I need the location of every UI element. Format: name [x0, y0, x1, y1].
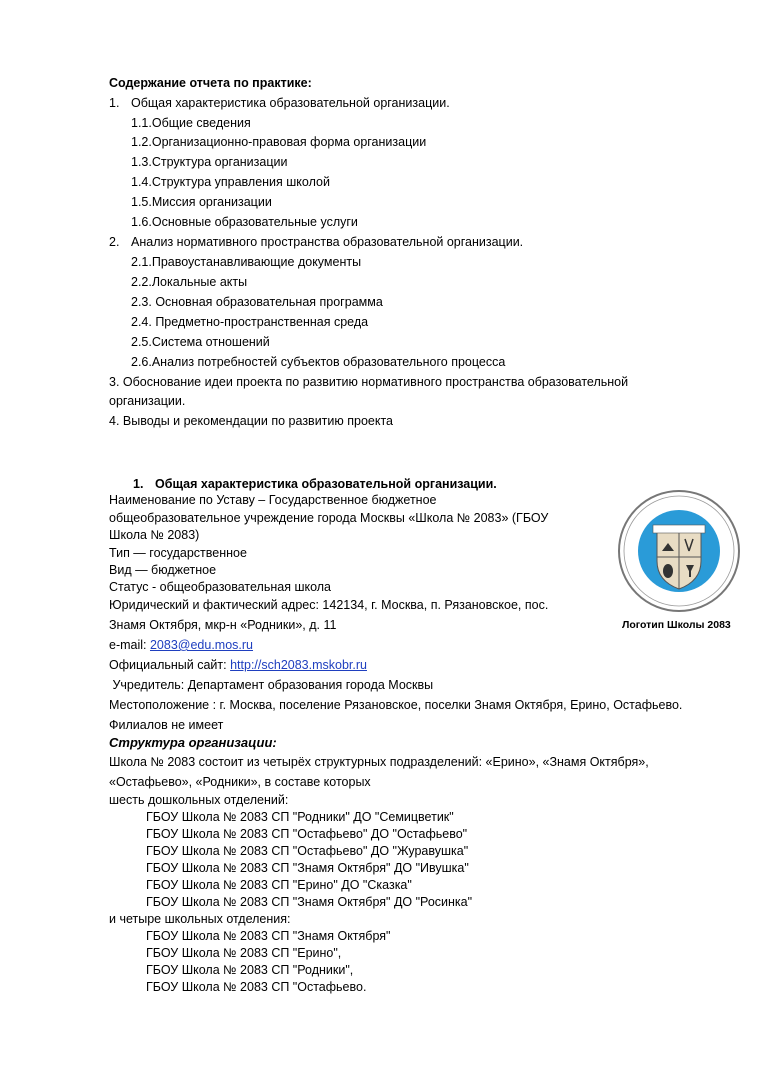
email-line	[109, 637, 253, 653]
section-heading-num: 1.	[133, 477, 144, 491]
info-line: общеобразовательное учреждение города Москвы «Школа № 2083» (ГБОУ	[109, 511, 549, 525]
toc-item: 1.2.Организационно-правовая форма организации	[131, 135, 427, 149]
structure-intro: Школа № 2083 состоит из четырёх структурных подразделений: «Ерино», «Знамя Октября»,	[109, 755, 649, 769]
toc-item: 1.3.Структура организации	[131, 155, 288, 169]
structure-intro: «Остафьево», «Родники», в составе которых	[109, 775, 371, 789]
section-heading: Общая характеристика образовательной организации.	[155, 477, 497, 491]
site-link[interactable]: http://sch2083.mskobr.ru	[230, 658, 367, 672]
preschool-item: ГБОУ Школа № 2083 СП "Знамя Октября" ДО "Ивушка"	[146, 861, 469, 875]
toc-item: 1.1.Общие сведения	[131, 116, 251, 130]
preschool-item: ГБОУ Школа № 2083 СП "Знамя Октября" ДО "Росинка"	[146, 895, 473, 909]
logo-caption: Логотип Школы 2083	[622, 619, 731, 631]
info-line: Знамя Октября, мкр-н «Родники», д. 11	[109, 618, 337, 632]
toc-item: 2.2.Локальные акты	[131, 275, 248, 289]
school-label: и четыре школьных отделения:	[109, 912, 291, 926]
toc-num: 2.	[109, 235, 120, 249]
info-line: Юридический и фактический адрес: 142134, г. Москва, п. Рязановское, пос.	[109, 598, 549, 612]
info-line: Местоположение : г. Москва, поселение Рязановское, поселки Знамя Октября, Ерино, Остафьево.	[109, 698, 683, 712]
info-line: Статус - общеобразовательная школа	[109, 580, 332, 594]
toc-item: 2.4. Предметно-пространственная среда	[131, 315, 369, 329]
email-link[interactable]: 2083@edu.mos.ru	[149, 638, 254, 652]
structure-heading: Структура организации:	[109, 735, 277, 750]
toc-item: Анализ нормативного пространства образовательной организации.	[131, 235, 524, 249]
email-label: e-mail:	[109, 638, 150, 652]
preschool-label: шесть дошкольных отделений:	[109, 793, 289, 807]
info-line: Школа № 2083)	[109, 528, 200, 542]
toc-item: 4. Выводы и рекомендации по развитию проекта	[109, 414, 393, 428]
info-line: Филиалов не имеет	[109, 718, 224, 732]
info-line: Учредитель: Департамент образования города Москвы	[109, 678, 434, 692]
toc-item: 2.3. Основная образовательная программа	[131, 295, 383, 309]
info-line: Наименование по Уставу – Государственное бюджетное	[109, 493, 437, 507]
toc-item: Общая характеристика образовательной организации.	[131, 96, 450, 110]
toc-item: 3. Обоснование идеи проекта по развитию нормативного пространства образовательной	[109, 375, 629, 389]
preschool-item: ГБОУ Школа № 2083 СП "Ерино" ДО "Сказка"	[146, 878, 412, 892]
toc-item: 1.6.Основные образовательные услуги	[131, 215, 358, 229]
toc-item: 2.6.Анализ потребностей субъектов образовательного процесса	[131, 355, 506, 369]
info-line: Тип — государственное	[109, 546, 247, 560]
info-line: Вид — бюджетное	[109, 563, 217, 577]
school-logo	[617, 489, 741, 613]
toc-item: 1.5.Миссия организации	[131, 195, 272, 209]
toc-item: 1.4.Структура управления школой	[131, 175, 330, 189]
toc-num: 1.	[109, 96, 120, 110]
preschool-item: ГБОУ Школа № 2083 СП "Родники" ДО "Семицветик"	[146, 810, 454, 824]
preschool-item: ГБОУ Школа № 2083 СП "Остафьево" ДО "Журавушка"	[146, 844, 469, 858]
school-item: ГБОУ Школа № 2083 СП "Знамя Октября"	[146, 929, 391, 943]
preschool-item: ГБОУ Школа № 2083 СП "Остафьево" ДО "Остафьево"	[146, 827, 468, 841]
school-item: ГБОУ Школа № 2083 СП "Остафьево.	[146, 980, 367, 994]
toc-title: Содержание отчета по практике:	[109, 76, 312, 90]
school-item: ГБОУ Школа № 2083 СП "Ерино",	[146, 946, 342, 960]
toc-item: организации.	[109, 394, 186, 408]
site-label: Официальный сайт:	[109, 658, 231, 672]
toc-item: 2.5.Система отношений	[131, 335, 270, 349]
toc-item: 2.1.Правоустанавливающие документы	[131, 255, 362, 269]
school-item: ГБОУ Школа № 2083 СП "Родники",	[146, 963, 354, 977]
site-line	[109, 657, 367, 673]
